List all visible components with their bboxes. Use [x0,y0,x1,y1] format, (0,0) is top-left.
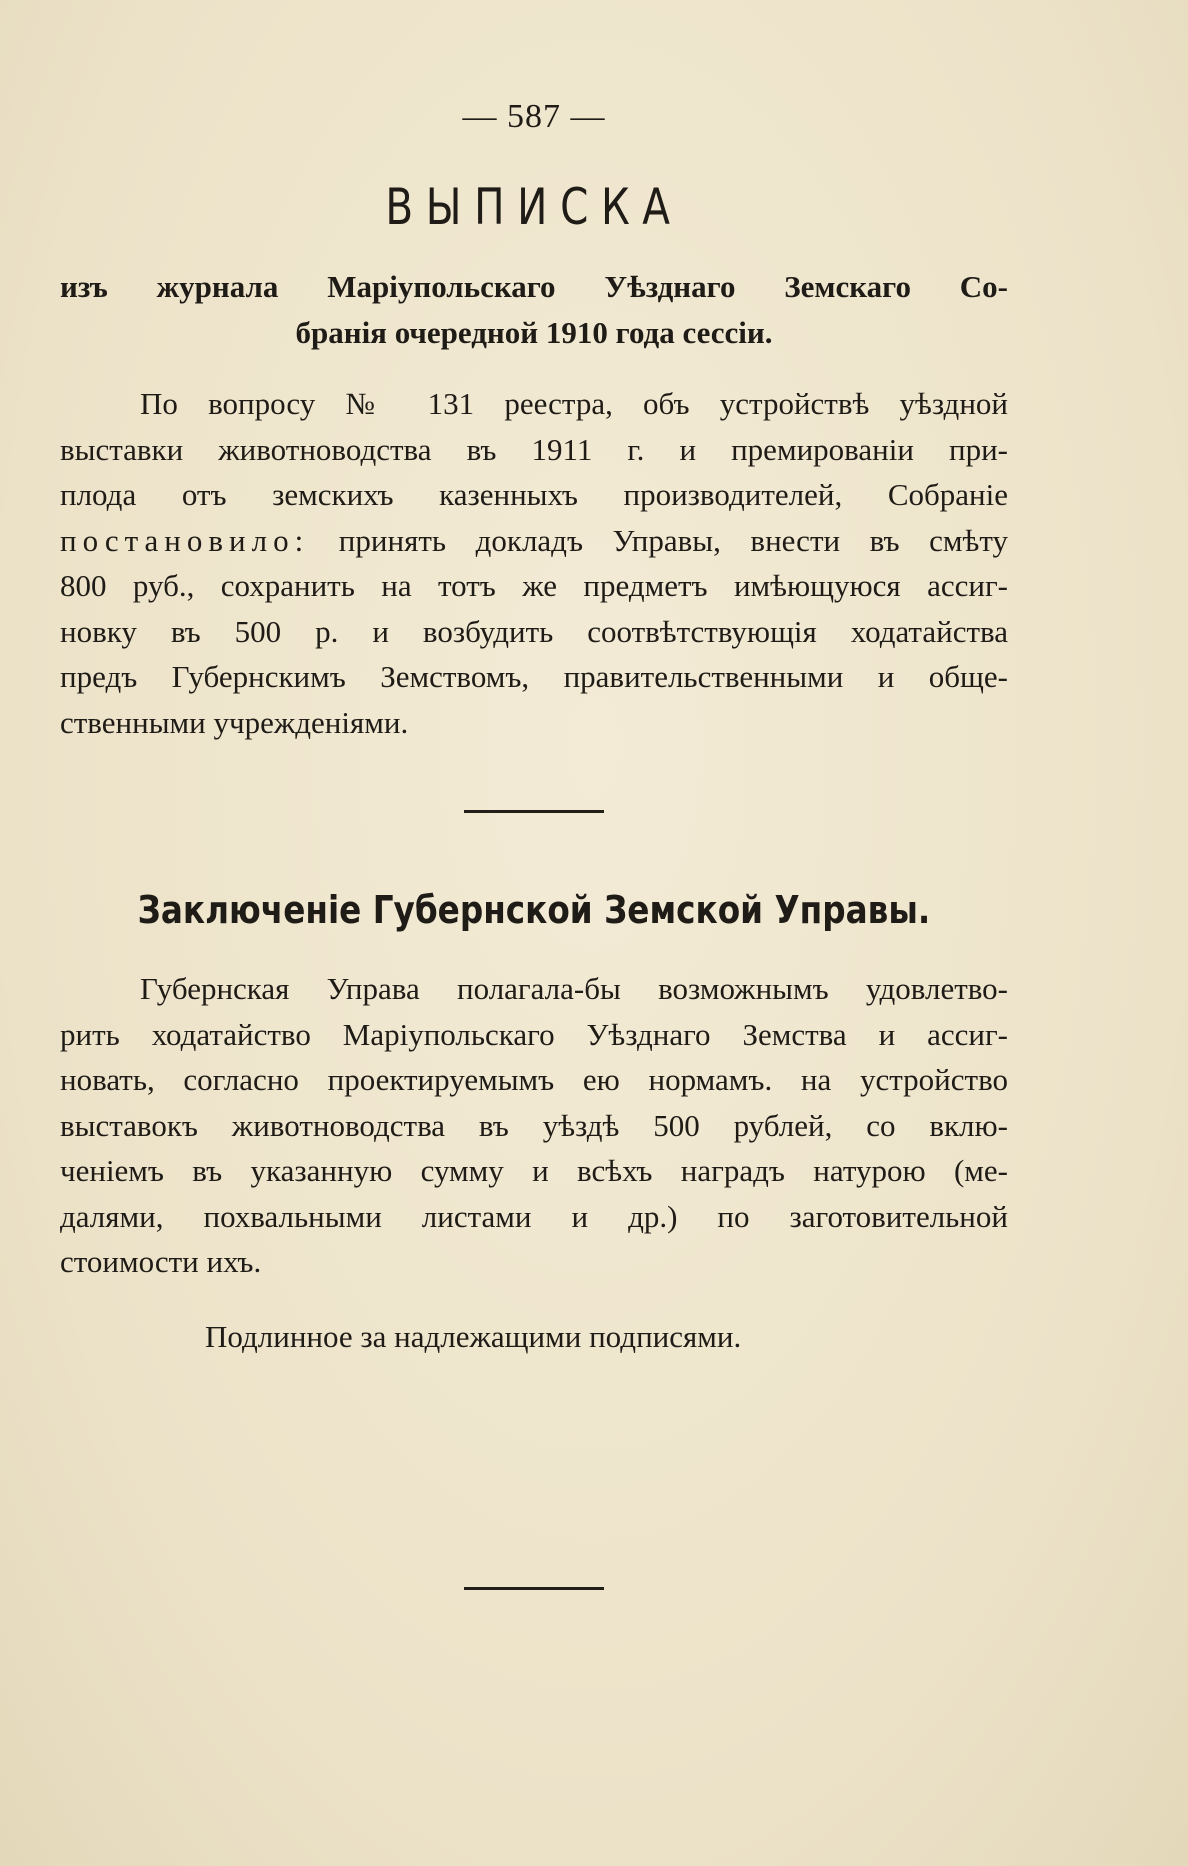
conclusion-paragraph [60,966,1008,1285]
paragraph-line: По вопросу № 131 реестра, объ устройствѣ уѣздной [140,386,1008,421]
page-number: — 587 — [462,98,606,135]
document-subtitle [60,264,1008,356]
paragraph-line [60,518,1008,564]
resolution-paragraph [60,381,1008,745]
paragraph-line: новать, согласно проектируемымъ ею нормамъ. на устройство [60,1062,1008,1097]
spaced-word: постановило: [60,522,310,558]
line-remainder: принять докладъ Управы, внести въ смѣту [309,522,1008,558]
paragraph-line: рить ходатайство Маріупольскаго Уѣзднаго Земства и ассиг- [60,1016,1008,1052]
subtitle-line-1: изъ журнала Маріупольскаго Уѣзднаго Земскаго Со- [60,269,1008,304]
paragraph-line: выставокъ животноводства въ уѣздѣ 500 рублей, со вклю- [60,1107,1008,1143]
paragraph-line: предъ Губернскимъ Земствомъ, правительственными и обще- [60,659,1008,694]
paragraph-line: новку въ 500 р. и возбудить соотвѣтствующія ходатайства [60,613,1008,649]
paragraph-line: далями, похвальными листами и др.) по заготовительной [60,1198,1008,1234]
document-title: ВЫПИСКА [385,178,683,236]
section-heading: Заключеніе Губернской Земской Управы. [137,888,931,932]
end-divider [464,1587,604,1590]
paragraph-line: ственными учрежденіями. [60,704,409,740]
paragraph-line: 800 руб., сохранить на тотъ же предметъ имѣющуюся ассиг- [60,568,1008,603]
paragraph-line: ченіемъ въ указанную сумму и всѣхъ наградъ натурою (ме- [60,1153,1008,1188]
paragraph-line: стоимости ихъ. [60,1244,262,1279]
subtitle-line-2: бранія очередной 1910 года сессіи. [295,315,773,350]
paragraph-line: выставки животноводства въ 1911 г. и премированіи при- [60,431,1008,467]
paragraph-line: плода отъ земскихъ казенныхъ производителей, Собраніе [60,477,1008,512]
paragraph-line: Губернская Управа полагала-бы возможнымъ удовлетво- [140,971,1008,1006]
section-divider [464,810,604,813]
signature-note: Подлинное за надлежащими подписями. [205,1319,742,1354]
